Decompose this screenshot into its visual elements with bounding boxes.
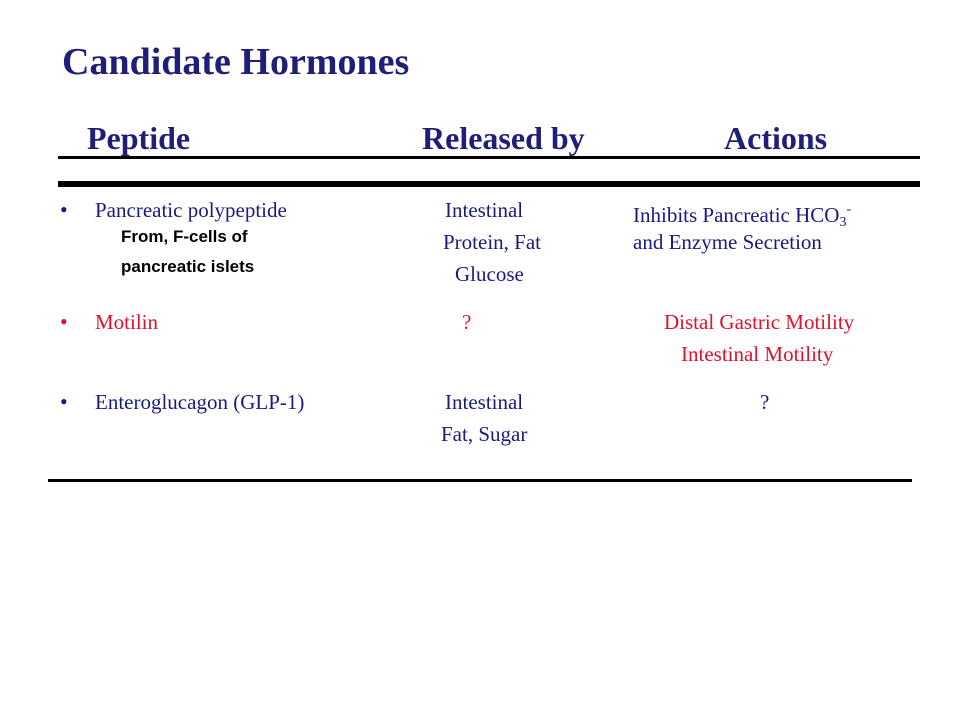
- peptide-name: Motilin: [95, 310, 159, 334]
- column-header-peptide: Peptide: [87, 120, 191, 156]
- peptide-name: Pancreatic polypeptide: [95, 198, 287, 222]
- column-header-actions: Actions: [724, 120, 828, 156]
- list-bullet: •: [60, 309, 68, 334]
- released-by-cell: ?: [462, 310, 472, 334]
- actions-cell: and Enzyme Secretion: [633, 230, 822, 254]
- header-divider: [58, 181, 920, 187]
- released-by-cell: Protein, Fat: [443, 230, 541, 254]
- actions-cell: Distal Gastric Motility: [664, 310, 855, 334]
- list-bullet: •: [60, 389, 68, 414]
- released-by-cell: Intestinal: [445, 198, 524, 222]
- peptide-note: pancreatic islets: [121, 257, 255, 276]
- column-header-released-by: Released by: [422, 120, 585, 156]
- page-title: Candidate Hormones: [62, 41, 410, 83]
- header-underline: [58, 156, 920, 159]
- actions-text: Inhibits Pancreatic HCO: [633, 203, 840, 227]
- peptide-name: Enteroglucagon (GLP-1): [95, 390, 305, 414]
- subscript-3: 3: [839, 215, 847, 230]
- released-by-cell: Glucose: [455, 262, 524, 286]
- actions-cell: Intestinal Motility: [681, 342, 834, 366]
- table-bottom-rule: [48, 479, 912, 482]
- released-by-cell: Fat, Sugar: [441, 422, 528, 446]
- peptide-note: From, F-cells of: [121, 227, 248, 246]
- actions-cell: ?: [760, 390, 770, 414]
- superscript-minus: -: [846, 202, 852, 217]
- list-bullet: •: [60, 197, 68, 222]
- released-by-cell: Intestinal: [445, 390, 524, 414]
